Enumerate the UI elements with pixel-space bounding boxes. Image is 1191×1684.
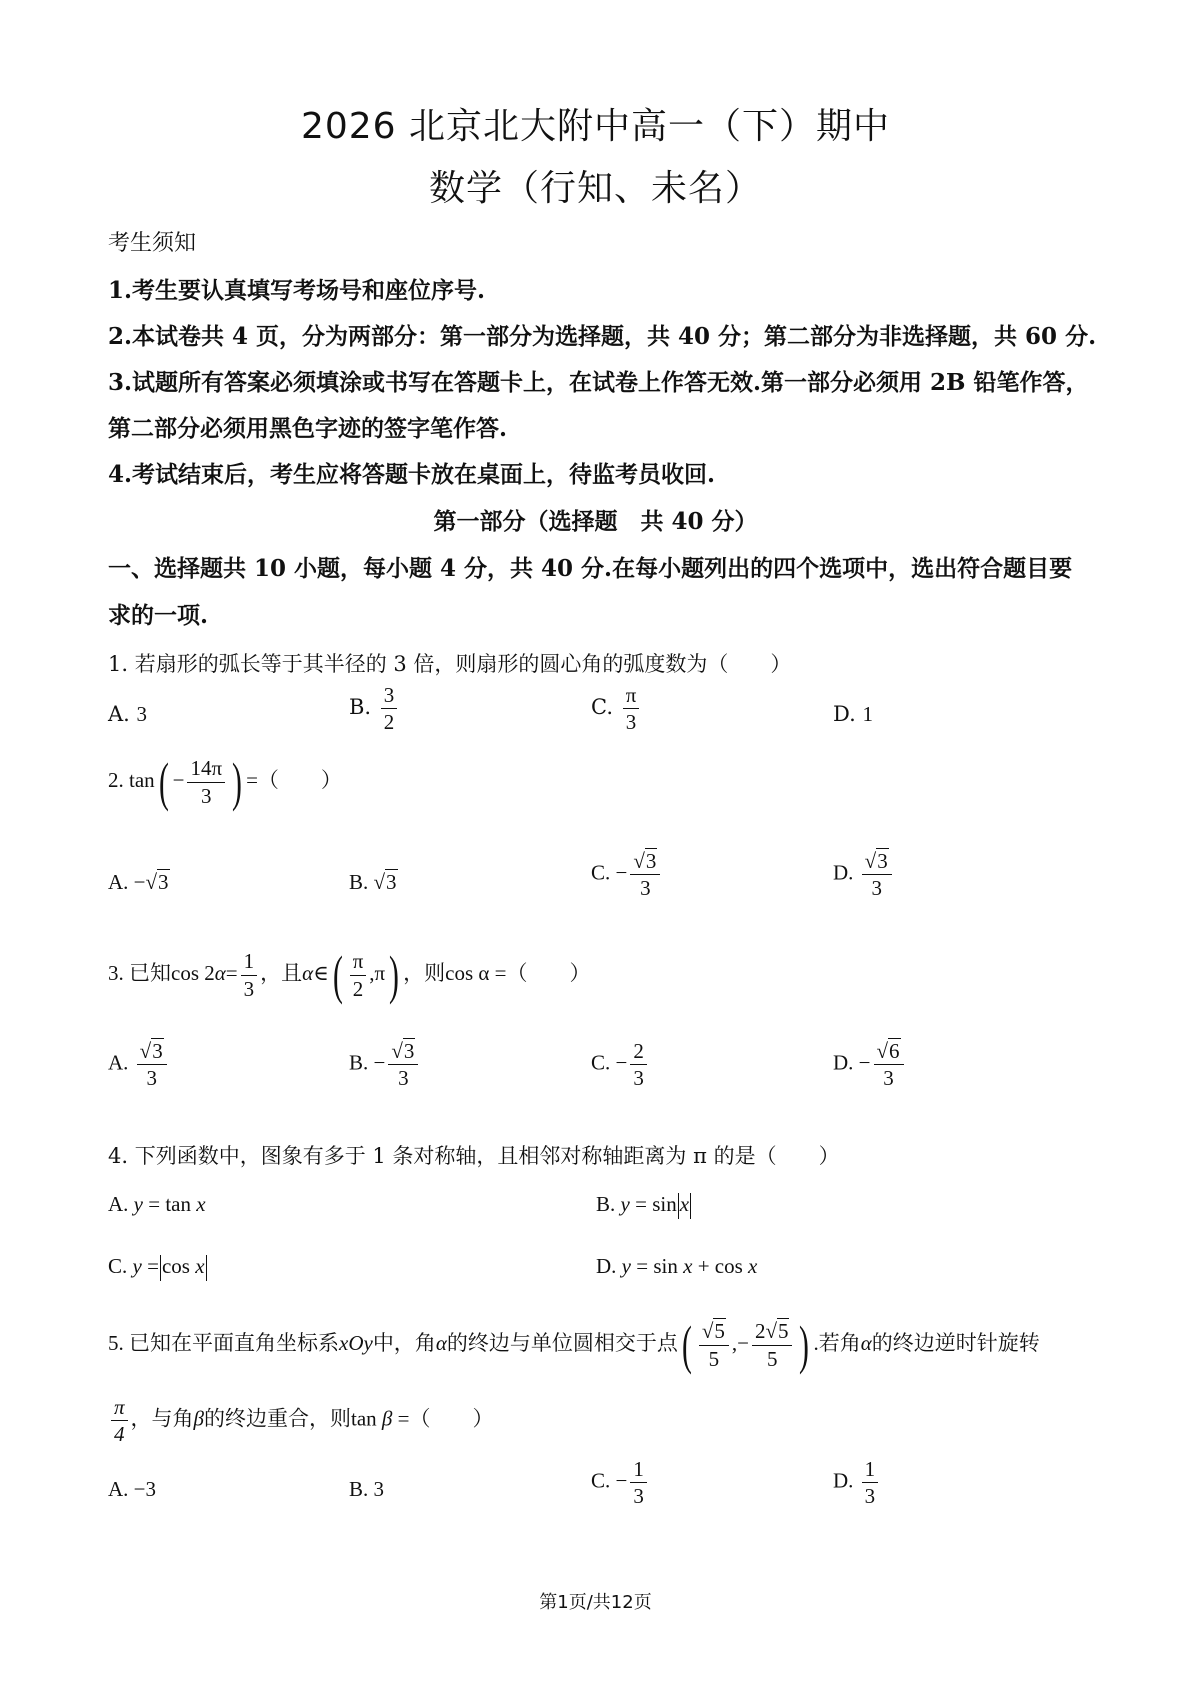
question-2-stem: 2. tan( − $\frac{14\pi}{3}$ ) =（ ） xyxy=(108,752,342,812)
minus-sign: − xyxy=(172,767,185,792)
option-label: C. xyxy=(591,1050,611,1075)
q5-option-a xyxy=(108,1477,156,1502)
option-value: −3 xyxy=(133,1477,157,1501)
answer-bracket: =（ ） xyxy=(397,1406,494,1431)
option-value: 1 xyxy=(862,702,873,726)
question-1-stem: 1. 若扇形的弧长等于其半径的 3 倍，则扇形的圆心角的弧度数为（ ） xyxy=(108,652,792,676)
notice-item: 第二部分必须用黑色字迹的签字笔作答. xyxy=(108,415,508,442)
option-label: A. xyxy=(108,1477,129,1501)
fraction-numerator: 1 xyxy=(241,950,258,975)
fraction-numerator: π xyxy=(350,950,367,975)
option-label: A. xyxy=(108,702,130,726)
fraction-denominator: 5 xyxy=(708,1346,720,1371)
equals-sign: = xyxy=(225,960,238,985)
fraction-numerator: 3 xyxy=(381,684,398,709)
option-label: A. xyxy=(108,870,129,894)
minus-sign: − xyxy=(615,860,628,885)
fraction-denominator: 3 xyxy=(201,783,212,808)
option-label: B. xyxy=(349,1050,369,1075)
notice-item: 4.考试结束后，考生应将答题卡放在桌面上，待监考员收回. xyxy=(108,461,716,488)
option-label: C. xyxy=(108,1254,128,1278)
math-beta: β xyxy=(381,1406,393,1431)
question-3-stem: 3. 已知cos 2α= $\frac{1}{3}$ ，且α∈( $\frac{\pi}{2}$ ,π) ，则cos α =（ ） xyxy=(108,945,591,1005)
equals-sign: = xyxy=(147,1254,159,1278)
option-label: B. xyxy=(349,870,369,894)
math-y: y xyxy=(621,1254,631,1278)
option-label: C. xyxy=(591,695,613,720)
radicand: 3 xyxy=(877,849,888,873)
option-label: D. xyxy=(833,860,854,885)
question-text: ，与角 xyxy=(130,1406,194,1431)
radicand: 5 xyxy=(714,1319,725,1344)
fraction-numerator: 2 xyxy=(630,1040,647,1065)
fraction-denominator: 5 xyxy=(766,1346,778,1371)
option-label: C. xyxy=(591,860,611,885)
radicand: 3 xyxy=(158,870,169,894)
q3-option-b: B. − $\frac{√3}{3}$ xyxy=(349,1040,421,1089)
minus-sign: − xyxy=(133,870,146,894)
page-subtitle: 数学（行知、未名） xyxy=(428,168,762,209)
fraction-denominator: 3 xyxy=(864,1484,876,1509)
q4-option-b xyxy=(596,1192,692,1219)
section-instruction: 一、选择题共 10 小题，每小题 4 分，共 40 分.在每小题列出的四个选项中，选出符合题目要 xyxy=(108,555,1073,582)
answer-bracket: =（ ） xyxy=(246,767,342,792)
math-tan: tan xyxy=(351,1406,377,1431)
math-alpha: α xyxy=(860,1330,872,1355)
fraction-numerator: π xyxy=(111,1396,128,1421)
equals-sign: = xyxy=(148,1192,161,1216)
option-value: 3 xyxy=(136,702,148,726)
math-sin: sin xyxy=(652,1192,677,1216)
question-4-stem: 4. 下列函数中，图象有多于 1 条对称轴，且相邻对称轴距离为 π 的是（ ） xyxy=(108,1144,840,1168)
math-cos-alpha: cos α = xyxy=(445,960,507,985)
fraction-numerator: 1 xyxy=(630,1458,647,1483)
question-5-stem-line1: 5. 已知在平面直角坐标系xOy中，角α的终边与单位圆相交于点( $\frac{√5}{5}$ ,− $\frac{2√5}{5}$ ) .若角α的终边逆时针旋转 xyxy=(108,1315,1040,1375)
radicand: 3 xyxy=(386,870,397,894)
q5-option-c xyxy=(591,1458,650,1507)
math-y: y xyxy=(132,1254,142,1278)
fraction-denominator: 4 xyxy=(114,1422,125,1447)
fraction-denominator: 2 xyxy=(352,976,364,1001)
math-xoy: xOy xyxy=(339,1330,373,1355)
coefficient: 2 xyxy=(754,1319,766,1344)
notice-heading: 考生须知 xyxy=(108,231,197,256)
option-label: B. xyxy=(596,1192,616,1216)
math-y: y xyxy=(133,1192,143,1216)
fraction-denominator: 3 xyxy=(640,876,651,901)
option-value: 3 xyxy=(373,1477,385,1501)
q2-option-a: A. −√3 xyxy=(108,870,169,894)
fraction-numerator: 14π xyxy=(187,757,225,782)
comma: , xyxy=(369,960,375,985)
radicand: 3 xyxy=(645,849,657,873)
option-label: C. xyxy=(591,1468,611,1493)
fraction-denominator: 3 xyxy=(146,1066,157,1091)
math-x: x xyxy=(748,1254,758,1278)
q1-option-c xyxy=(591,684,642,733)
fraction-denominator: 2 xyxy=(383,710,395,735)
minus-sign: − xyxy=(615,1050,628,1075)
option-label: D. xyxy=(833,1050,854,1075)
q1-option-b xyxy=(349,684,400,733)
option-label: B. xyxy=(349,1477,369,1501)
fraction-denominator: 3 xyxy=(633,1066,644,1091)
notice-item: 3.试题所有答案必须填涂或书写在答题卡上，在试卷上作答无效.第一部分必须用 2B 铅笔作答， xyxy=(108,369,1089,396)
q4-option-c xyxy=(108,1254,208,1281)
answer-bracket: （ ） xyxy=(506,960,591,985)
q5-option-b xyxy=(349,1477,384,1502)
radicand: 6 xyxy=(889,1039,900,1063)
fraction-denominator: 3 xyxy=(871,876,882,901)
q3-option-d: D. − $\frac{√6}{3}$ xyxy=(833,1040,907,1089)
question-text: 的终边重合，则 xyxy=(204,1406,351,1431)
math-cos: cos 2 xyxy=(171,960,215,985)
equals-sign: = xyxy=(636,1254,649,1278)
equals-sign: = xyxy=(635,1192,647,1216)
minus-sign: − xyxy=(858,1050,871,1075)
math-cos: cos xyxy=(714,1254,743,1278)
question-text: 5. 已知在平面直角坐标系 xyxy=(108,1330,339,1355)
question-text: 3. 已知 xyxy=(108,960,171,985)
plus-sign: + xyxy=(697,1254,710,1278)
math-x: x xyxy=(683,1254,693,1278)
math-pi: π xyxy=(374,960,386,985)
function-name: tan xyxy=(129,767,155,792)
radicand: 3 xyxy=(152,1039,163,1063)
section-instruction: 求的一项. xyxy=(108,602,209,629)
option-label: B. xyxy=(349,695,372,720)
option-label: D. xyxy=(833,702,856,726)
option-label: A. xyxy=(108,1192,129,1216)
minus-sign: − xyxy=(373,1050,386,1075)
q2-option-b: B. √3 xyxy=(349,870,397,894)
question-text: 中，角 xyxy=(372,1330,436,1355)
q4-option-d xyxy=(596,1254,757,1279)
math-alpha: α xyxy=(214,960,226,985)
part-title: 第一部分（选择题 共 40 分） xyxy=(433,508,758,535)
fraction-numerator: 1 xyxy=(862,1458,879,1483)
fraction-denominator: 3 xyxy=(883,1066,894,1091)
minus-sign: − xyxy=(615,1468,628,1493)
q1-option-a xyxy=(108,702,147,727)
q4-option-a xyxy=(108,1192,206,1217)
math-tan: tan xyxy=(165,1192,191,1216)
math-alpha: α xyxy=(302,960,314,985)
math-x: x xyxy=(679,1192,690,1216)
page-title: 2026 北京北大附中高一（下）期中 xyxy=(300,106,891,147)
question-text: ，则 xyxy=(403,960,446,985)
option-label: D. xyxy=(833,1468,854,1493)
math-x: x xyxy=(196,1192,206,1216)
minus-sign: − xyxy=(737,1330,749,1355)
math-cos: cos xyxy=(161,1254,190,1278)
question-number: 2. xyxy=(108,767,124,792)
option-label: D. xyxy=(596,1254,617,1278)
notice-item: 2.本试卷共 4 页，分为两部分：第一部分为选择题，共 40 分；第二部分为非选择题，共 60 分. xyxy=(108,323,1097,350)
question-text: .若角 xyxy=(813,1330,861,1355)
math-y: y xyxy=(620,1192,630,1216)
option-label: A. xyxy=(108,1050,129,1075)
q2-option-d: D. $\frac{√3}{3}$ xyxy=(833,850,895,899)
math-beta: β xyxy=(193,1406,204,1431)
q2-option-c: C. − $\frac{√3}{3}$ xyxy=(591,850,663,899)
math-sin: sin xyxy=(653,1254,678,1278)
question-5-stem-line2 xyxy=(108,1396,493,1445)
math-alpha: α xyxy=(435,1330,447,1355)
radicand: 5 xyxy=(777,1319,789,1344)
fraction-numerator: π xyxy=(623,684,640,709)
question-text: 的终边逆时针旋转 xyxy=(871,1330,1040,1355)
q5-option-d xyxy=(833,1458,881,1507)
fraction-denominator: 3 xyxy=(243,976,255,1001)
fraction-denominator: 3 xyxy=(625,710,637,735)
q1-option-d xyxy=(833,702,873,727)
math-x: x xyxy=(195,1254,205,1278)
question-text: 的终边与单位圆相交于点 xyxy=(446,1330,678,1355)
page-footer: 第1页/共12页 xyxy=(539,1592,652,1613)
question-text: ，且 xyxy=(260,960,303,985)
fraction-denominator: 3 xyxy=(398,1066,409,1091)
q3-option-a: A. $\frac{√3}{3}$ xyxy=(108,1040,170,1089)
fraction-denominator: 3 xyxy=(633,1484,644,1509)
radicand: 3 xyxy=(403,1039,415,1063)
notice-item: 1.考生要认真填写考场号和座位序号. xyxy=(108,277,486,304)
q3-option-c xyxy=(591,1040,650,1089)
element-of-sign: ∈ xyxy=(313,960,329,985)
